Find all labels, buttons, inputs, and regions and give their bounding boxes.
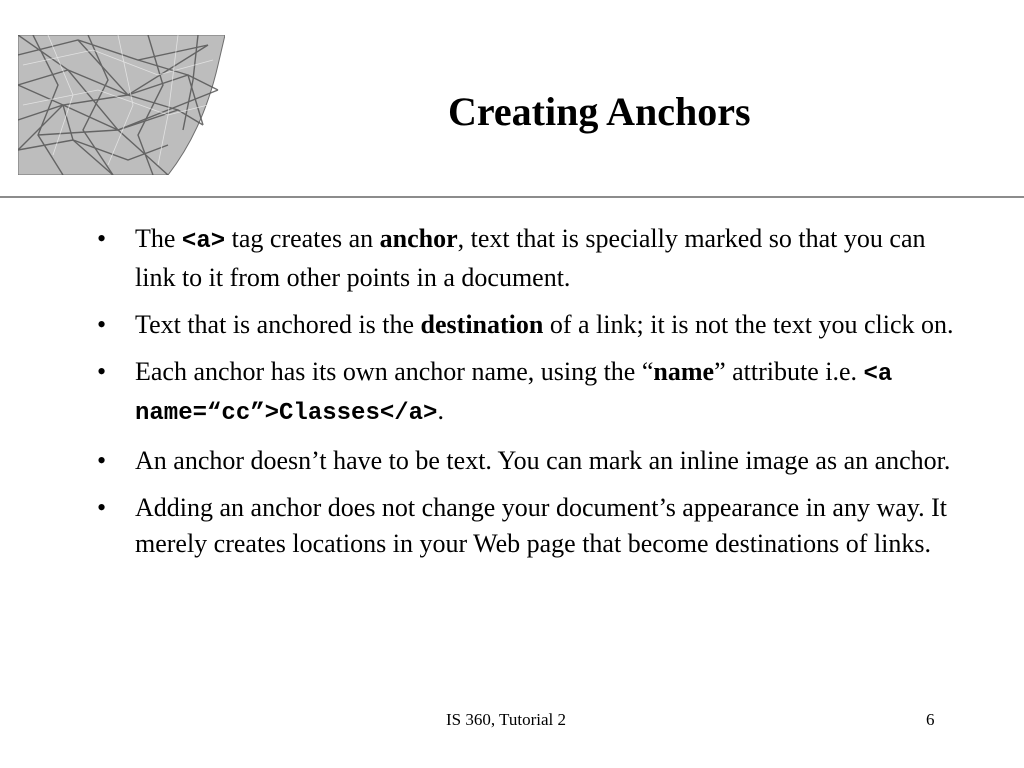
bullet-item: [97, 221, 967, 296]
bullet-text: [135, 310, 954, 339]
code-snippet: <a name=“cc”>Classes</a>: [135, 361, 893, 427]
text-run: tag creates an: [225, 224, 380, 253]
page-number: 6: [926, 710, 935, 729]
bullet-item: [97, 490, 967, 562]
text-run: of a link; it is not the text you click on.: [543, 310, 954, 339]
bold-term: name: [653, 357, 715, 386]
text-run: Text that is anchored is the: [135, 310, 421, 339]
bullet-marker: •: [97, 446, 107, 475]
bullet-list: [97, 221, 967, 573]
title-divider: [0, 196, 1024, 198]
bullet-marker: •: [97, 310, 107, 339]
slide-title: Creating Anchors: [448, 89, 751, 134]
text-run: .: [437, 396, 444, 425]
bullet-marker: •: [97, 493, 107, 522]
bullet-text: [135, 224, 925, 292]
bullet-marker: •: [97, 224, 107, 253]
text-run: ” attribute i.e.: [714, 357, 864, 386]
geodesic-dome-photo-icon: [18, 35, 225, 175]
bullet-text: [135, 357, 892, 425]
bullet-item: [97, 354, 967, 432]
bullet-item: [97, 443, 967, 479]
bold-term: destination: [420, 310, 544, 339]
code-snippet: <a>: [181, 228, 226, 255]
bullet-text: An anchor doesn’t have to be text. You can mark an inline image as an anchor.: [135, 446, 951, 475]
text-run: The: [135, 224, 182, 253]
text-run: Each anchor has its own anchor name, using the “: [135, 357, 654, 386]
bold-term: anchor: [379, 224, 458, 253]
footer-course-label: IS 360, Tutorial 2: [446, 710, 566, 729]
bullet-marker: •: [97, 357, 107, 386]
text-run: , text that is specially marked so that you can link to it from other points in a document.: [135, 224, 926, 292]
bullet-text: Adding an anchor does not change your document’s appearance in any way. It merely creates locations in your Web page that become destinations of links.: [135, 493, 947, 558]
bullet-item: [97, 307, 967, 343]
